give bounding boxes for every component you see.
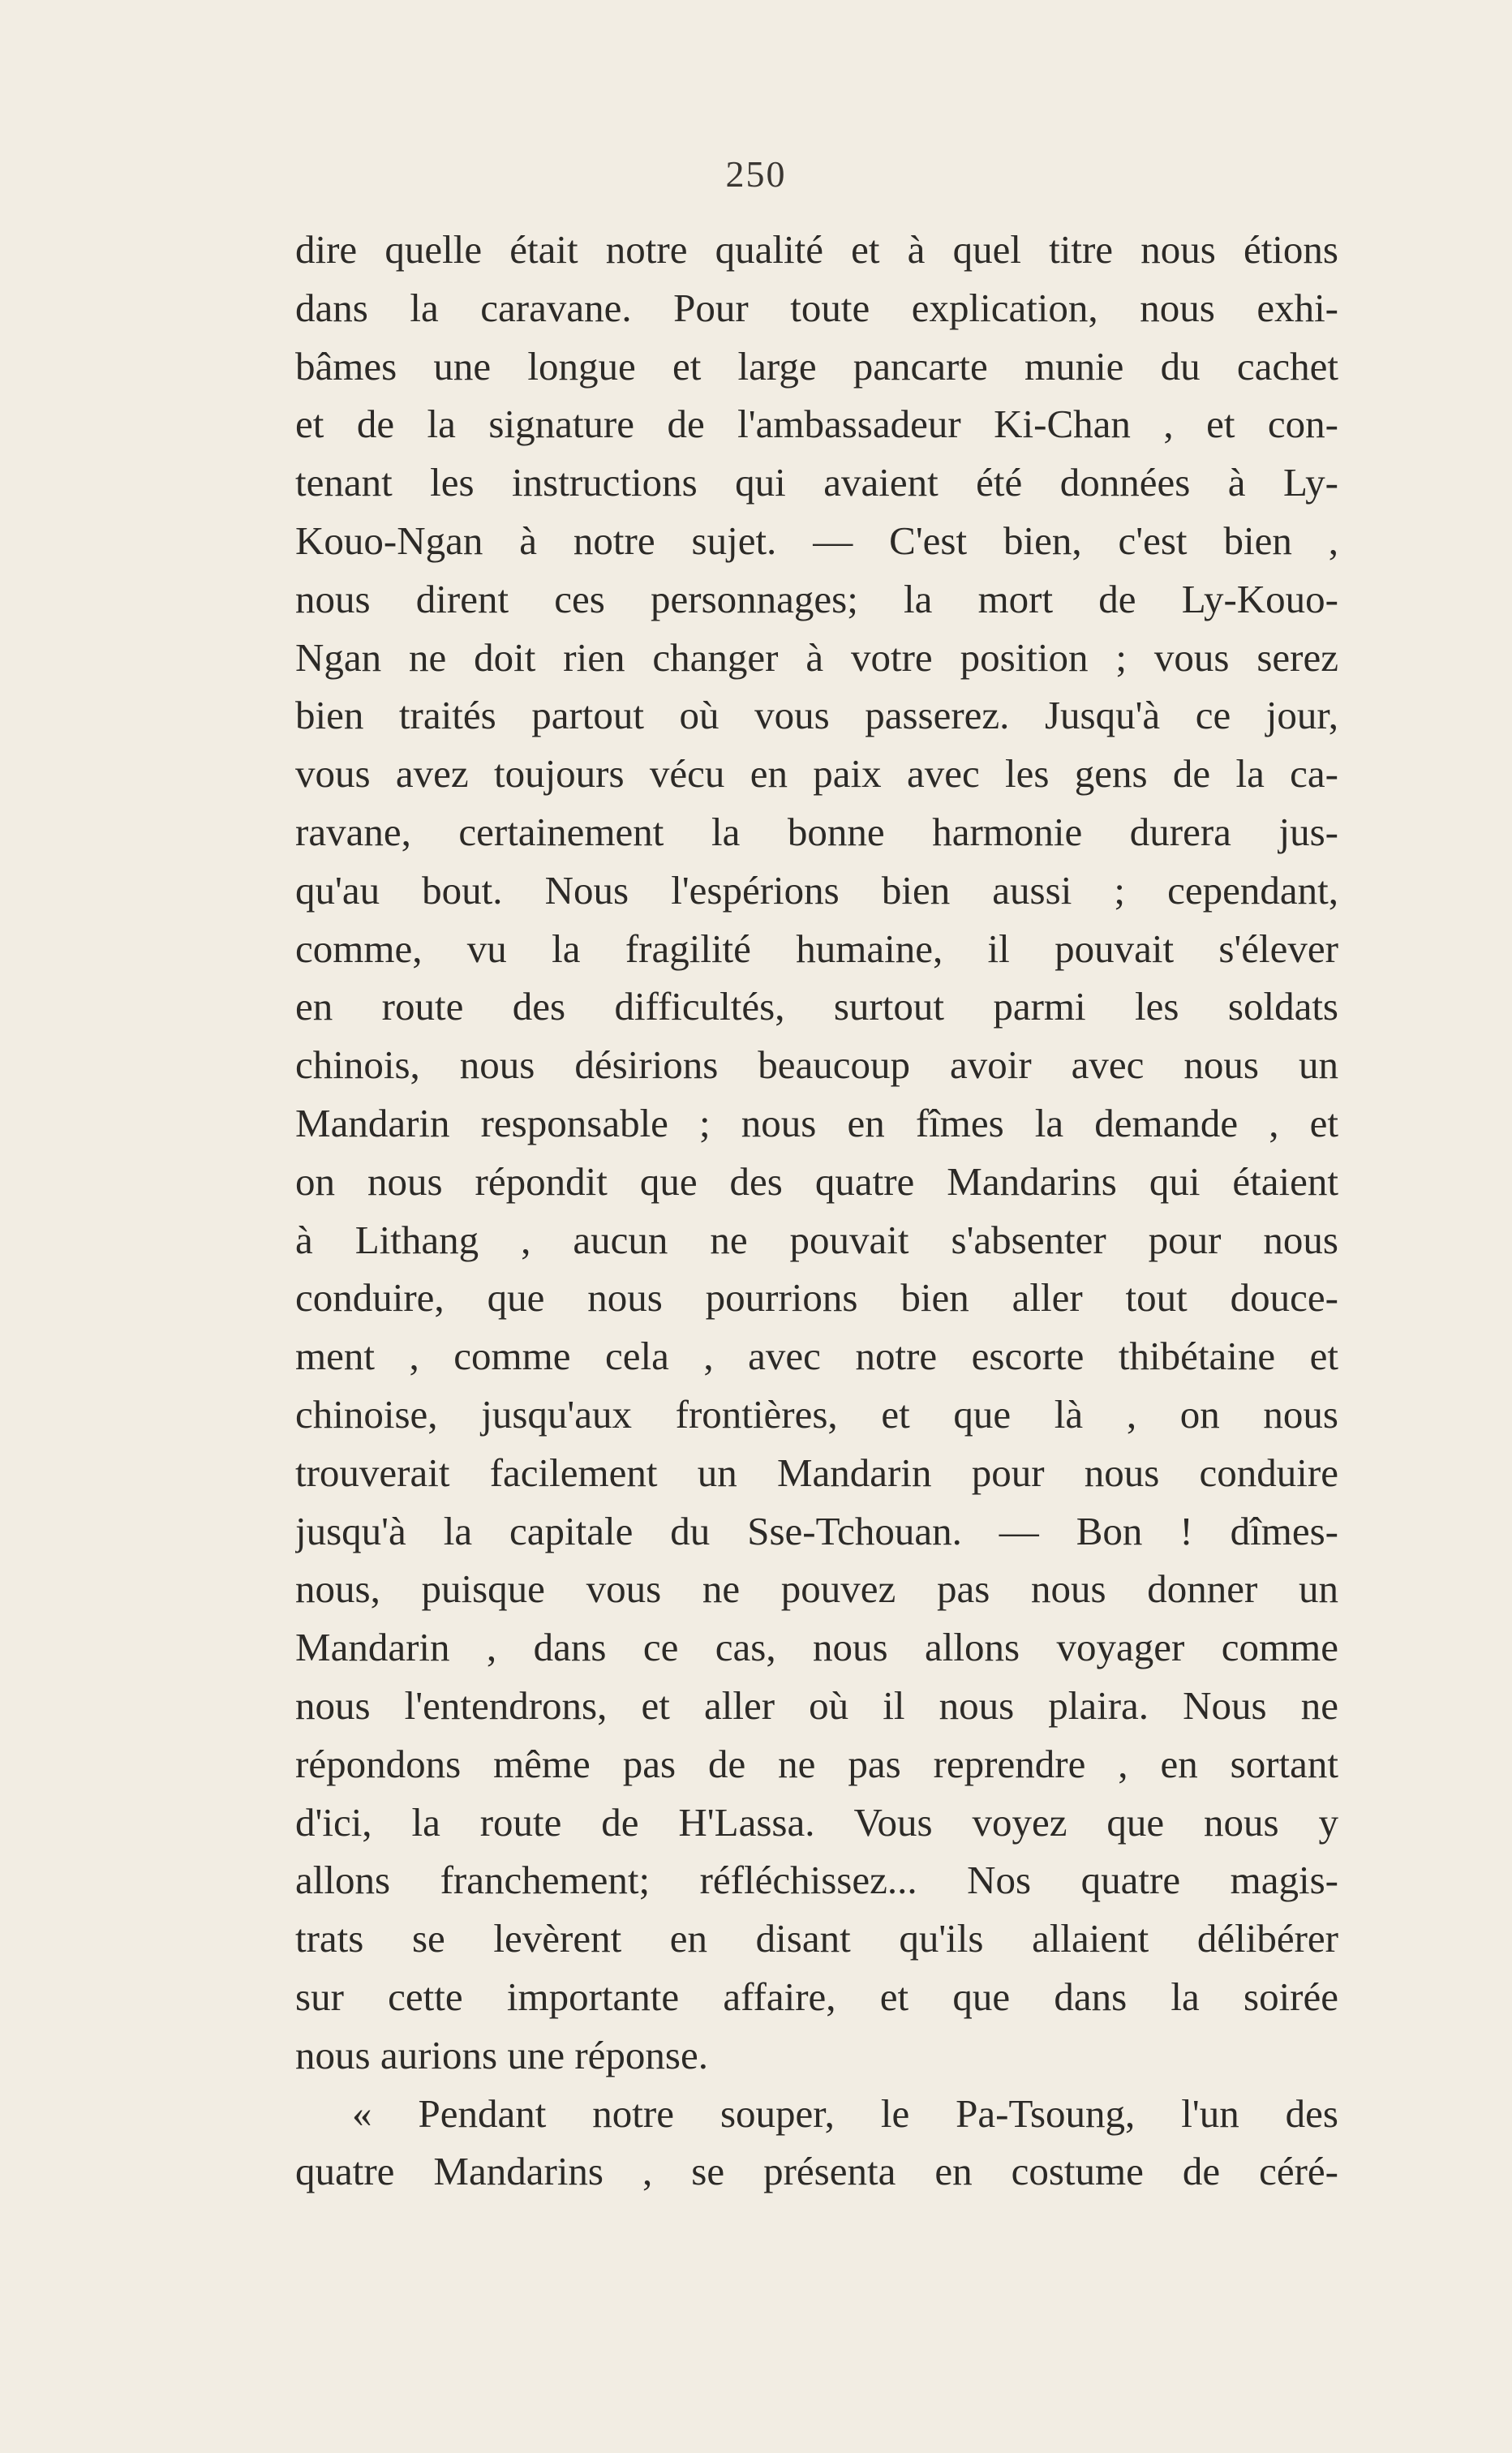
text-line: nous dirent ces personnages; la mort de Ly-Kouo- [295,576,1338,621]
text-line: dans la caravane. Pour toute explication, nous exhi- [295,285,1338,330]
text-line: chinoise, jusqu'aux frontières, et que là , on nous [295,1391,1338,1437]
text-line: nous aurions une réponse. [295,2032,708,2077]
text-line: conduire, que nous pourrions bien aller tout douce- [295,1275,1338,1321]
text-line: nous, puisque vous ne pouvez pas nous donner un [295,1566,1338,1612]
text-line: trouverait facilement un Mandarin pour nous conduire [295,1450,1338,1495]
text-line: Kouo-Ngan à notre sujet. — C'est bien, c'est bien , [295,518,1338,563]
text-line: nous l'entendrons, et aller où il nous plaira. Nous ne [295,1682,1338,1728]
text-line: bien traités partout où vous passerez. Jusqu'à ce jour, [295,693,1338,738]
text-line: « Pendant notre souper, le Pa-Tsoung, l'un des [352,2090,1338,2136]
text-line: allons franchement; réfléchissez... Nos quatre magis- [295,1858,1338,1903]
text-line: trats se levèrent en disant qu'ils allaient délibérer [295,1916,1338,1961]
text-line: ment , comme cela , avec notre escorte thibétaine et [295,1334,1338,1379]
body-text [295,221,1338,2201]
text-line: comme, vu la fragilité humaine, il pouvait s'élever [295,926,1338,971]
text-line: jusqu'à la capitale du Sse-Tchouan. — Bon ! dîmes- [295,1508,1338,1553]
text-line: Ngan ne doit rien changer à votre position ; vous serez [295,634,1338,680]
text-line: quatre Mandarins , se présenta en costume de céré- [295,2149,1338,2194]
text-line: qu'au bout. Nous l'espérions bien aussi ; cependant, [295,867,1338,913]
text-line: répondons même pas de ne pas reprendre , en sortant [295,1741,1338,1786]
text-line: Mandarin , dans ce cas, nous allons voyager comme [295,1625,1338,1670]
text-line: et de la signature de l'ambassadeur Ki-Chan , et con- [295,402,1338,447]
page-number: 250 [725,153,787,195]
text-line: chinois, nous désirions beaucoup avoir avec nous un [295,1042,1338,1088]
text-line: bâmes une longue et large pancarte munie du cachet [295,343,1338,389]
text-line: dire quelle était notre qualité et à quel titre nous étions [295,227,1338,272]
text-line: sur cette importante affaire, et que dans la soirée [295,1974,1338,2019]
text-line: à Lithang , aucun ne pouvait s'absenter pour nous [295,1217,1338,1262]
text-line: Mandarin responsable ; nous en fîmes la demande , et [295,1100,1338,1145]
text-line: en route des difficultés, surtout parmi les soldats [295,984,1338,1029]
text-line: d'ici, la route de H'Lassa. Vous voyez que nous y [295,1799,1338,1845]
text-line: ravane, certainement la bonne harmonie durera jus- [295,809,1338,854]
text-line: tenant les instructions qui avaient été données à Ly- [295,460,1338,505]
text-line: vous avez toujours vécu en paix avec les gens de la ca- [295,751,1338,797]
text-line: on nous répondit que des quatre Mandarins qui étaient [295,1158,1338,1204]
